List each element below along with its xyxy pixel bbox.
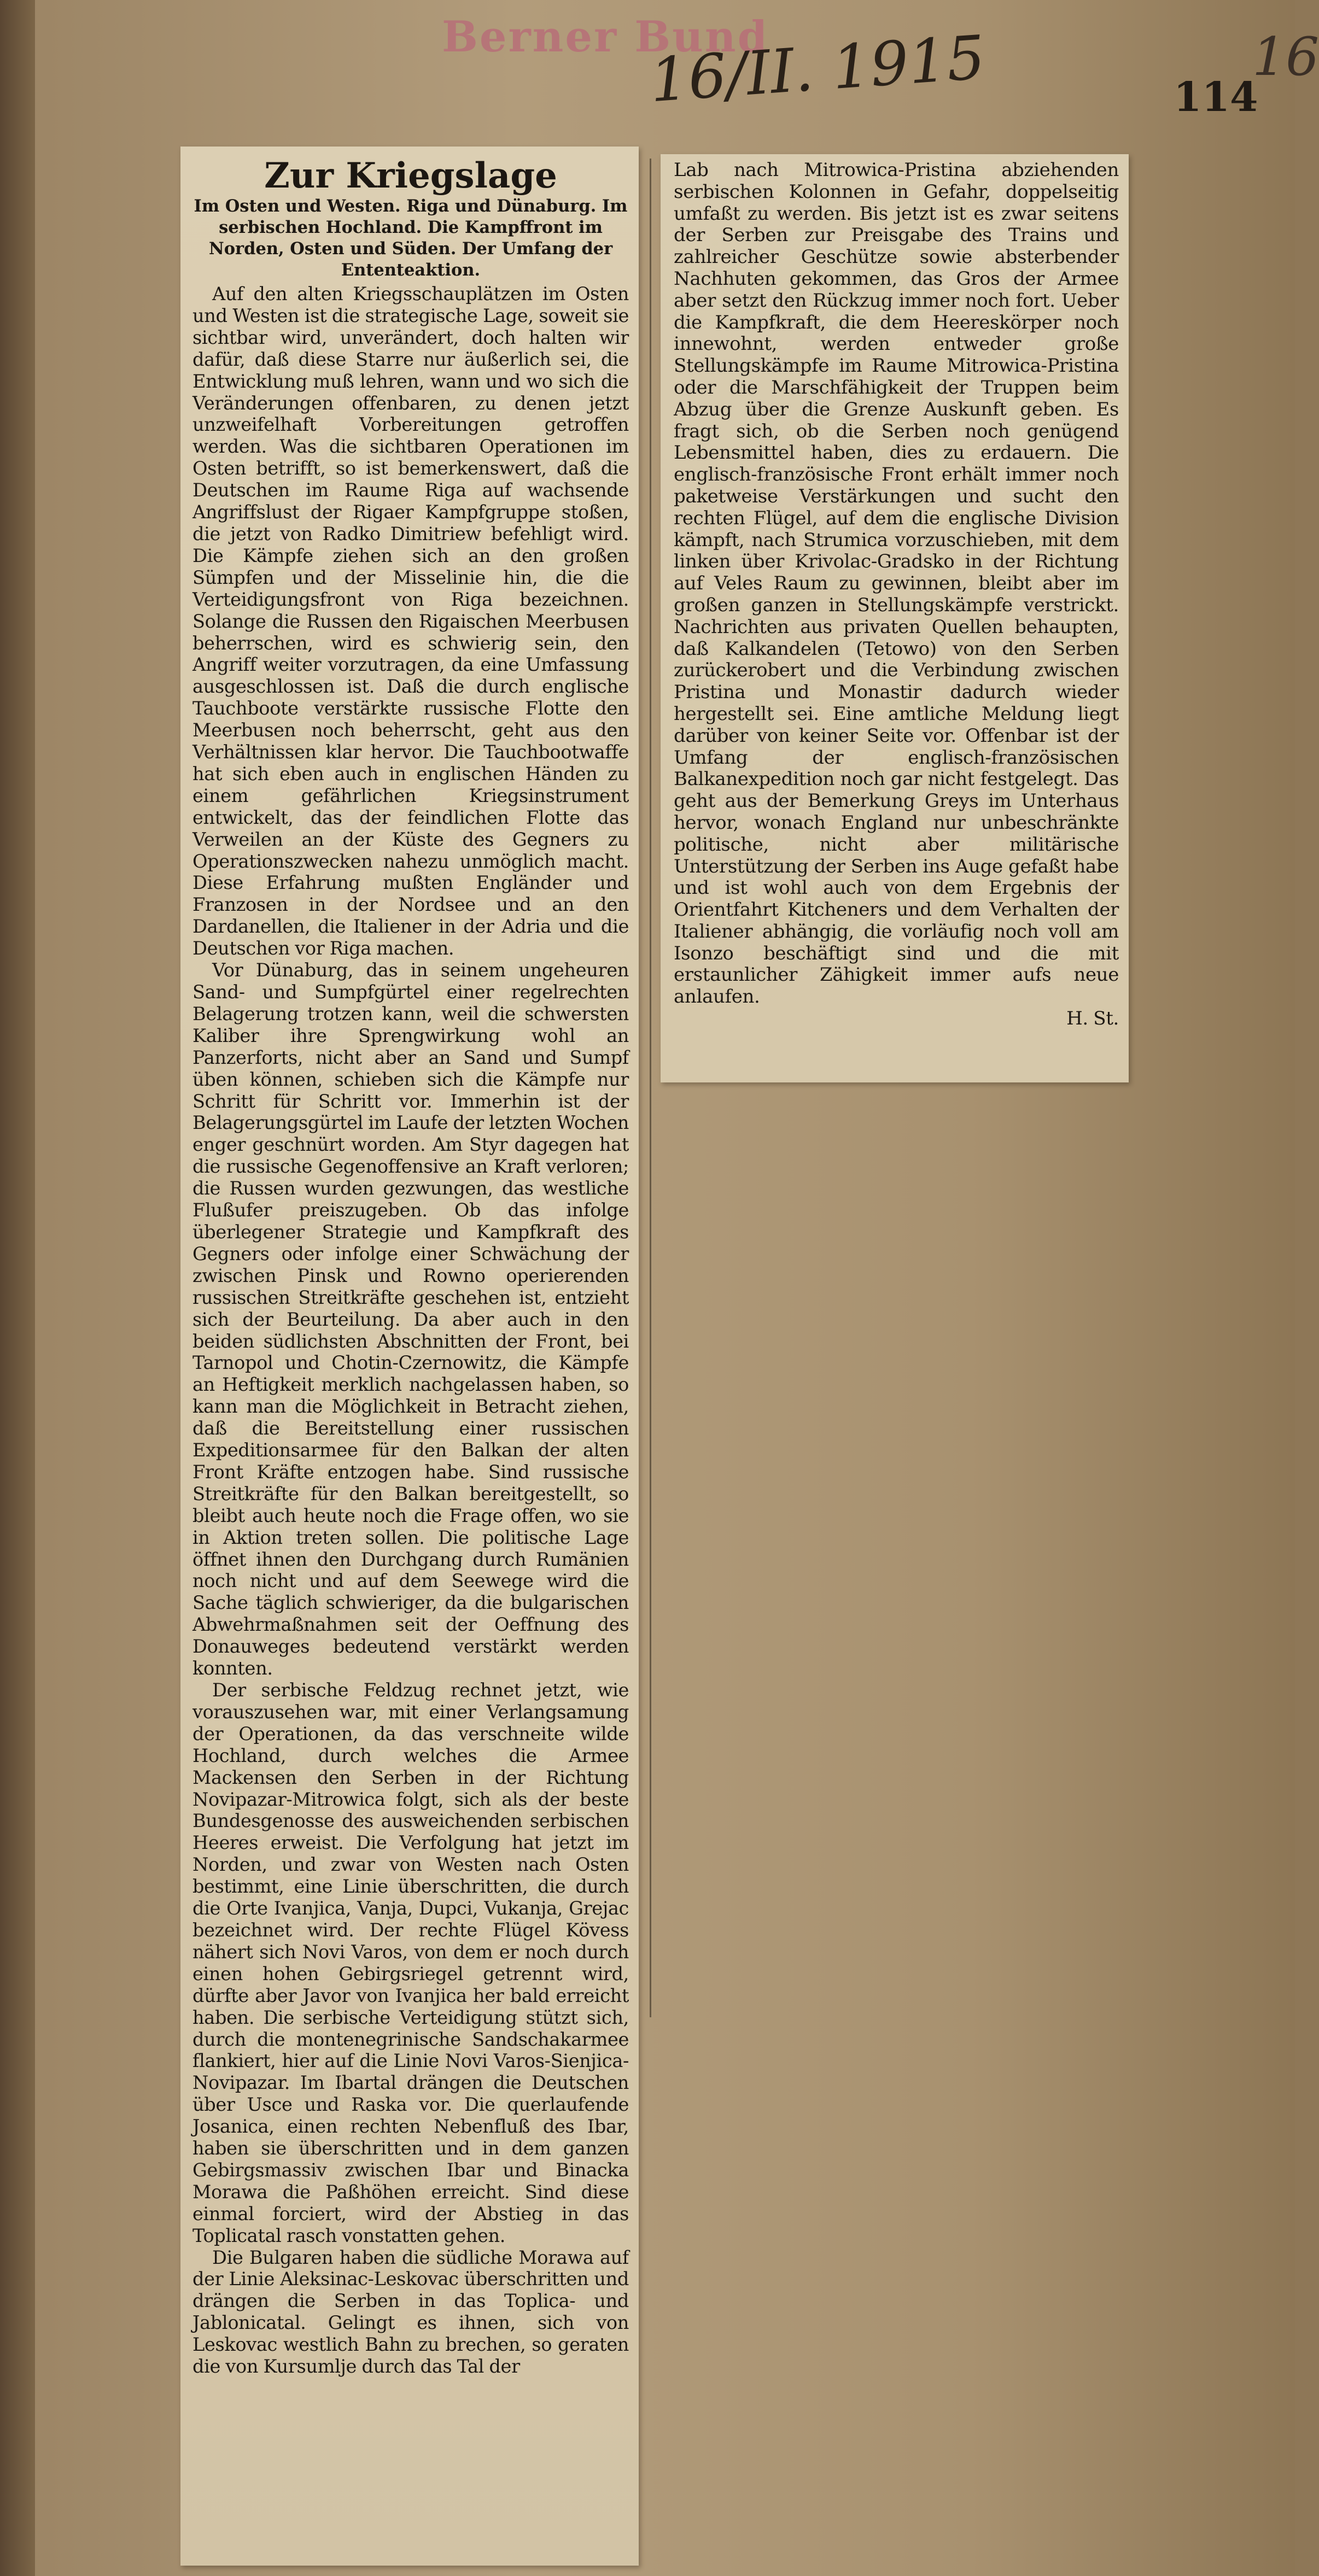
- article-headline: Zur Kriegslage: [264, 155, 557, 196]
- folio-mark: 16: [1252, 26, 1319, 87]
- paragraph: Der serbische Feldzug rechnet jetzt, wie vorauszusehen war, mit einer Verlangsamung der Operationen, da das verschneite wilde Hochland, durch welches die Armee Mackensen den Serben in der Richtung Novipazar-Mitrowica folgt, sich als der beste Bundesgenosse des ausweichenden serbischen Heeres erweist. Die Verfolgung hat jetzt im Norden, und zwar von Westen nach Osten bestimmt, eine Linie überschritten, die durch die Orte Ivanjica, Vanja, Dupci, Vukanja, Grejac bezeichnet wird. Der rechte Flügel Kövess nähert sich Novi Varos, von dem er noch durch einen hohen Gebirgsriegel getrennt wird, dürfte aber Javor von Ivanjica her bald erreicht haben. Die serbische Verteidigung stützt sich, durch die montenegrinische Sandschakarmee flankiert, hier auf die Linie Novi Varos-Sienjica-Novipazar. Im Ibartal drängen die Deutschen über Usce und Raska vor. Die querlaufende Josanica, einen rechten Nebenfluß des Ibar, haben sie überschritten und in dem ganzen Gebirgsmassiv zwischen Ibar und Binacka Morawa die Paßhöhen erreicht. Sind diese einmal forciert, wird der Abstieg in das Toplicatal rasch vonstatten gehen.: [192, 1679, 629, 2246]
- clipping-left-column: [180, 147, 639, 2566]
- paragraph: Vor Dünaburg, das in seinem ungeheuren Sand- und Sumpfgürtel einer regelrechten Belagerung trotzen kann, weil die schwersten Kaliber ihre Sprengwirkung wohl an Panzerforts, nicht aber an Sand und Sumpf üben können, schieben sich die Kämpfe nur Schritt für Schritt vor. Immerhin ist der Belagerungsgürtel im Laufe der letzten Wochen enger geschnürt worden. Am Styr dagegen hat die russische Gegenoffensive an Kraft verloren; die Russen wurden gezwungen, das westliche Flußufer preiszugeben. Ob das infolge überlegener Strategie und Kampfkraft des Gegners oder infolge einer Schwächung der zwischen Pinsk und Rowno operierenden russischen Streitkräfte geschehen ist, entzieht sich der Beurteilung. Da aber auch in den beiden südlichsten Abschnitten der Front, bei Tarnopol und Chotin-Czernowitz, die Kämpfe an Heftigkeit merklich nachgelassen haben, so kann man die Möglichkeit in Betracht ziehen, daß die Bereitstellung einer russischen Expeditionsarmee für den Balkan der alten Front Kräfte entzogen habe. Sind russische Streitkräfte für den Balkan bereitgestellt, so bleibt auch heute noch die Frage offen, wo sie in Aktion treten sollen. Die politische Lage öffnet ihnen den Durchgang durch Rumänien noch nicht und auf dem Seewege wird die Sache täglich schwieriger, da die bulgarischen Abwehrmaßnahmen seit der Oeffnung des Donauweges bedeutend verstärkt werden konnten.: [192, 959, 629, 1679]
- paragraph: Auf den alten Kriegsschauplätzen im Osten und Westen ist die strategische Lage, soweit sie sichtbar wird, unverändert, doch halten wir dafür, daß diese Starre nur äußerlich sei, die Entwicklung muß lehren, wann und wo sich die Veränderungen offenbaren, zu denen jetzt unzweifelhaft Vorbereitungen getroffen werden. Was die sichtbaren Operationen im Osten betrifft, so ist bemerkenswert, daß die Deutschen im Raume Riga auf wachsende Angriffslust der Rigaer Kampfgruppe stoßen, die jetzt von Radko Dimitriew befehligt wird. Die Kämpfe ziehen sich an den großen Sümpfen und der Misselinie hin, die die Verteidigungsfront von Riga bezeichnen. Solange die Russen den Rigaischen Meerbusen beherrschen, wird es schwierig sein, den Angriff weiter vorzutragen, da eine Umfassung ausgeschlossen ist. Daß die durch englische Tauchboote verstärkte russische Flotte den Meerbusen noch beherrscht, geht aus den Verhältnissen klar hervor. Die Tauchbootwaffe hat sich eben auch in englischen Händen zu einem gefährlichen Kriegsinstrument entwickelt, das der feindlichen Flotte das Verweilen an der Küste des Gegners zu Operationszwecken nahezu unmöglich macht. Diese Erfahrung mußten Engländer und Franzosen in der Nordsee und an den Dardanellen, die Italiener in der Adria und die Deutschen vor Riga machen.: [192, 283, 629, 959]
- column-divider: [650, 159, 651, 2017]
- newspaper-stamp: Berner Bund: [442, 12, 769, 62]
- article-deck: Im Osten und Westen. Riga und Dünaburg. Im serbischen Hochland. Die Kampffront im Norden, Osten und Süden. Der Umfang der Ententeaktion.: [194, 196, 628, 280]
- clipping-right-column: [661, 154, 1129, 1082]
- binding-edge: [0, 0, 35, 2576]
- folio-number: 114: [1174, 74, 1258, 121]
- paragraph: Die Bulgaren haben die südliche Morawa auf der Linie Aleksinac-Leskovac überschritten und drängen die Serben in das Toplica- und Jablonicatal. Gelingt es ihnen, sich von Leskovac westlich Bahn zu brechen, so geraten die von Kursumlje durch das Tal der: [192, 2246, 629, 2378]
- author-signature: H. St.: [1066, 1008, 1119, 1030]
- paragraph: [674, 160, 1119, 1030]
- handwritten-date: 16/II. 1915: [647, 22, 988, 116]
- continued-text: Lab nach Mitrowica-Pristina abziehenden serbischen Kolonnen in Gefahr, doppelseitig umfaßt zu werden. Bis jetzt ist es zwar seitens der Serben zur Preisgabe des Trains und zahlreicher Geschütze sowie absterbender Nachhuten gekommen, das Gros der Armee aber setzt den Rückzug immer noch fort. Ueber die Kampfkraft, die dem Heereskörper noch innewohnt, werden entweder große Stellungskämpfe im Raume Mitrowica-Pristina oder die Marschfähigkeit der Truppen beim Abzug über die Grenze Auskunft geben. Es fragt sich, ob die Serben noch genügend Lebensmittel haben, dies zu erdauern. Die englisch-französische Front erhält immer noch paketweise Verstärkungen und sucht den rechten Flügel, auf dem die englische Division kämpft, nach Strumica vorzuschieben, mit dem linken über Krivolac-Gradsko in der Richtung auf Veles Raum zu gewinnen, bleibt aber im großen ganzen in Stellungskämpfe verstrickt. Nachrichten aus privaten Quellen behaupten, daß Kalkandelen (Tetowo) von den Serben zurückerobert und die Verbindung zwischen Pristina und Monastir dadurch wieder hergestellt sei. Eine amtliche Meldung liegt darüber von keiner Seite vor. Offenbar ist der Umfang der englisch-französischen Balkanexpedition noch gar nicht festgelegt. Das geht aus der Bemerkung Greys im Unterhaus hervor, wonach England nur unbeschränkte politische, nicht aber militärische Unterstützung der Serben ins Auge gefaßt habe und ist wohl auch von dem Ergebnis der Orientfahrt Kitcheners und dem Verhalten der Italiener abhängig, die vorläufig noch voll am Isonzo beschäftigt sind und die mit erstaunlicher Zähigkeit immer aufs neue anlaufen.: [674, 159, 1119, 1008]
- article-body-right: [674, 160, 1119, 1030]
- article-body-left: [192, 283, 629, 2378]
